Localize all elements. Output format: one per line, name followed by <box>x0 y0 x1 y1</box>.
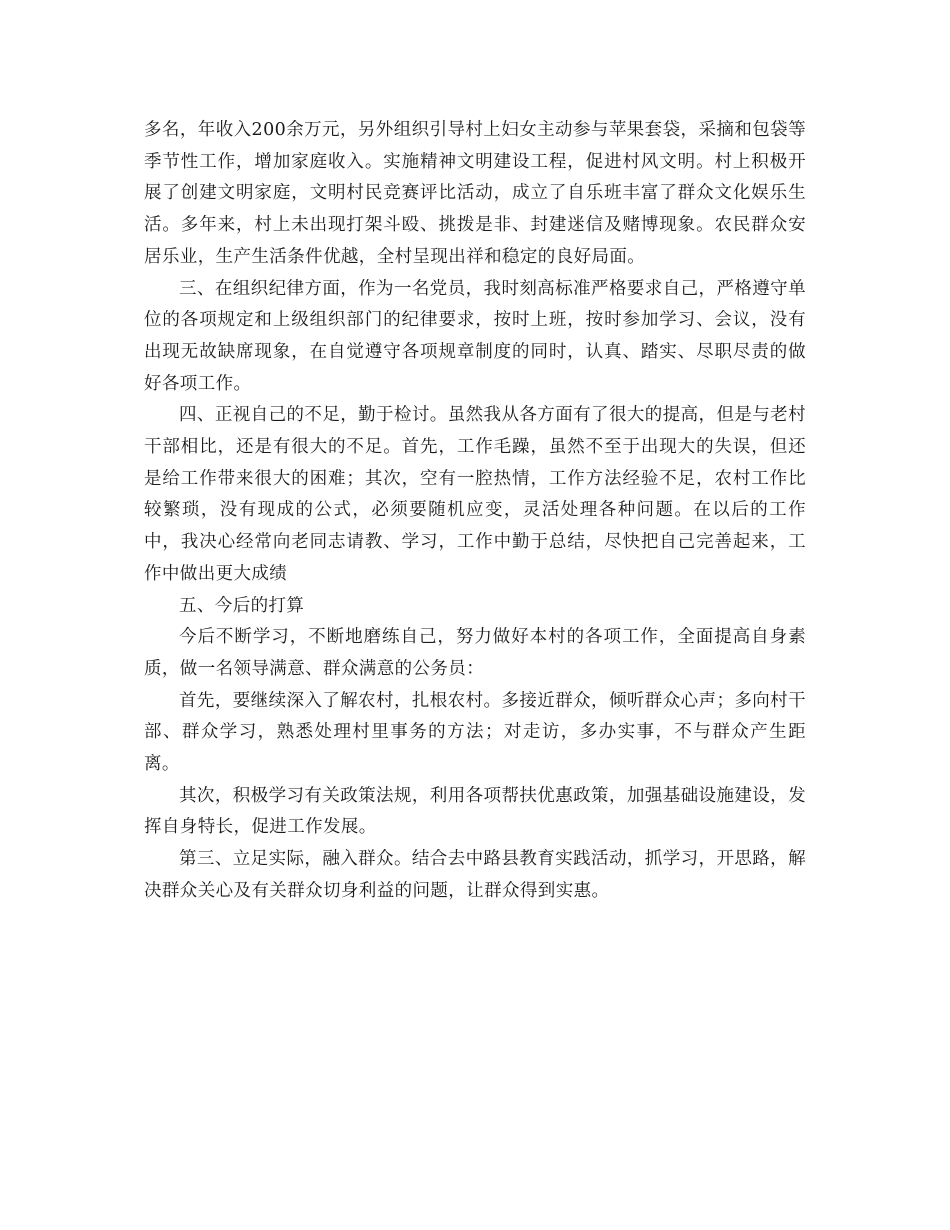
section-heading-future-plans: 五、今后的打算 <box>179 595 305 616</box>
paragraph-plan-first: 首先，要继续深入了解农村，扎根农村。多接近群众，倾听群众心声；多向村干部、群众学习，熟悉处理村里事务的方法；对走访，多办实事，不与群众产生距离。 <box>144 690 806 775</box>
paragraph-shortcomings: 四、正视自己的不足，勤于检讨。虽然我从各方面有了很大的提高，但是与老村干部相比，还是有很大的不足。首先，工作毛躁，虽然不至于出现大的失误，但还是给工作带来很大的困难；其次，空有一腔热情，工作方法经验不足，农村工作比较繁琐，没有现成的公式，必须要随机应变，灵活处理各种问题。在以后的工作中，我决心经常向老同志请教、学习，工作中勤于总结，尽快把自己完善起来，工作中做出更大成绩 <box>144 405 806 584</box>
paragraph-plan-second: 其次，积极学习有关政策法规，利用各项帮扶优惠政策，加强基础设施建设，发挥自身特长，促进工作发展。 <box>144 785 806 838</box>
paragraph-organizational-discipline: 三、在组织纪律方面，作为一名党员，我时刻高标准严格要求自己，严格遵守单位的各项规定和上级组织部门的纪律要求，按时上班，按时参加学习、会议，没有出现无故缺席现象，在自觉遵守各项规章制度的同时，认真、踏实、尽职尽责的做好各项工作。 <box>144 278 806 394</box>
paragraph-future-plans-intro: 今后不断学习，不断地磨练自己，努力做好本村的各项工作，全面提高自身素质，做一名领导满意、群众满意的公务员： <box>144 627 806 679</box>
paragraph-plan-third: 第三、立足实际，融入群众。结合去中路县教育实践活动，抓学习，开思路，解决群众关心及有关群众切身利益的问题，让群众得到实惠。 <box>144 849 806 901</box>
paragraph-continued-village-achievements: 多名，年收入200余万元，另外组织引导村上妇女主动参与苹果套袋，采摘和包袋等季节性工作，增加家庭收入。实施精神文明建设工程，促进村风文明。村上积极开展了创建文明家庭，文明村民竞赛评比活动，成立了自乐班丰富了群众文化娱乐生活。多年来，村上未出现打架斗殴、挑拨是非、封建迷信及赌博现象。农民群众安居乐业，生产生活条件优越，全村呈现出祥和稳定的良好局面。 <box>144 120 806 267</box>
document-body <box>144 115 806 908</box>
